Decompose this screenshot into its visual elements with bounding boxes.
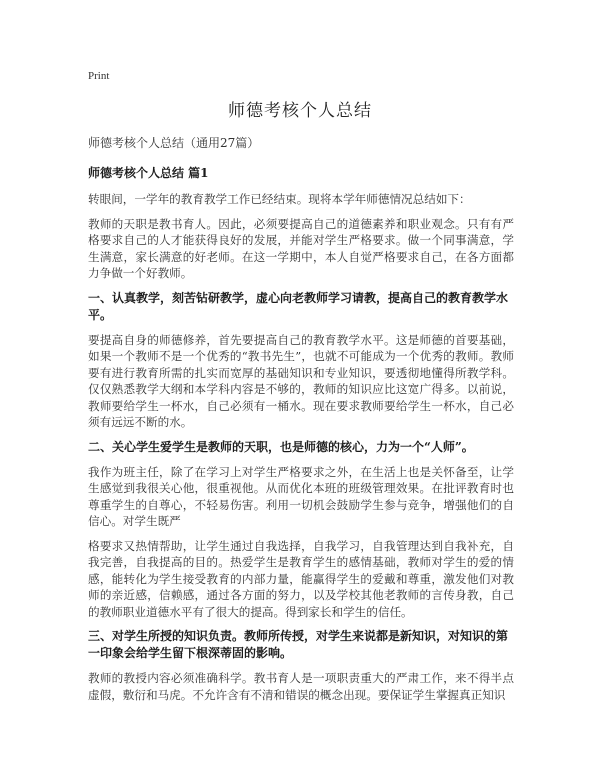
section-title: 师德考核个人总结 篇1: [88, 166, 209, 180]
paragraph-care-continued: 格要求又热情帮助，让学生通过自我选择，自我学习，自我管理达到自我补充，自我完善，自我提高的目的。热爱学生是教育学生的感情基础，教师对学生的爱的情感，能转化为学生接受教育的内部力量，能赢得学生的爱戴和尊重，激发他们对教师的亲近感，信赖感，通过各方面的努力，以及学校其他老教师的言传身教，自己的教师职业道德水平有了很大的提高。得到家长和学生的信任。: [88, 538, 514, 619]
document-title: 师德考核个人总结: [228, 101, 372, 121]
document-subtitle: 师德考核个人总结（通用27篇）: [88, 136, 260, 150]
paragraph-care: 我作为班主任，除了在学习上对学生严格要求之外，在生活上也是关怀备至，让学生感觉到我很关心他，很重视他。从而优化本班的班级管理效果。在批评教育时也尊重学生的自尊心，不轻易伤害。利用一切机会鼓励学生参与竞争，增强他们的自信心。对学生既严: [88, 464, 514, 528]
paragraph-intro: 转眼间，一学年的教育教学工作已经结束。现将本学年师德情况总结如下：: [88, 192, 471, 206]
heading-1: 一、认真教学，刻苦钻研教学，虚心向老教师学习请教，提高自己的教育教学水平。: [88, 290, 509, 322]
paragraph-knowledge: 教师的教授内容必须准确科学。教书育人是一项职责重大的严肃工作，来不得半点虚假，敷衍和马虎。不允许含有不清和错误的概念出现。要保证学生掌握真正知识: [88, 671, 514, 702]
heading-2: 二、关心学生爱学生是教师的天职，也是师德的核心，力为一个“人师”。: [88, 439, 474, 454]
paragraph-duty: 教师的天职是教书育人。因此，必须要提高自己的道德素养和职业观念。只有有严格要求自己的人才能获得良好的发展，并能对学生严格要求。做一个同事满意，学生满意，家长满意的好老师。在这一学期中，本人自觉严格要求自己，在各方面都力争做一个好教师。: [88, 216, 514, 280]
heading-3: 三、对学生所授的知识负责。教师所传授，对学生来说都是新知识，对知识的第一印象会给学生留下根深蒂固的影响。: [88, 629, 509, 660]
document-body: [88, 133, 514, 709]
paragraph-teaching: 要提高自身的师德修养，首先要提高自己的教育教学水平。这是师德的首要基础，如果一个教师不是一个优秀的“教书先生”，也就不可能成为一个优秀的教师。教师要有进行教育所需的扎实而宽厚的基础知识和专业知识，要透彻地懂得所教学科。仅仅熟悉教学大纲和本学科内容是不够的，教师的知识应比这宽广得多。以前说，教师要给学生一杯水，自己必须有一桶水。现在要求教师要给学生一杯水，自己必须有远远不断的水。: [88, 332, 514, 429]
print-label[interactable]: Print: [88, 70, 110, 82]
